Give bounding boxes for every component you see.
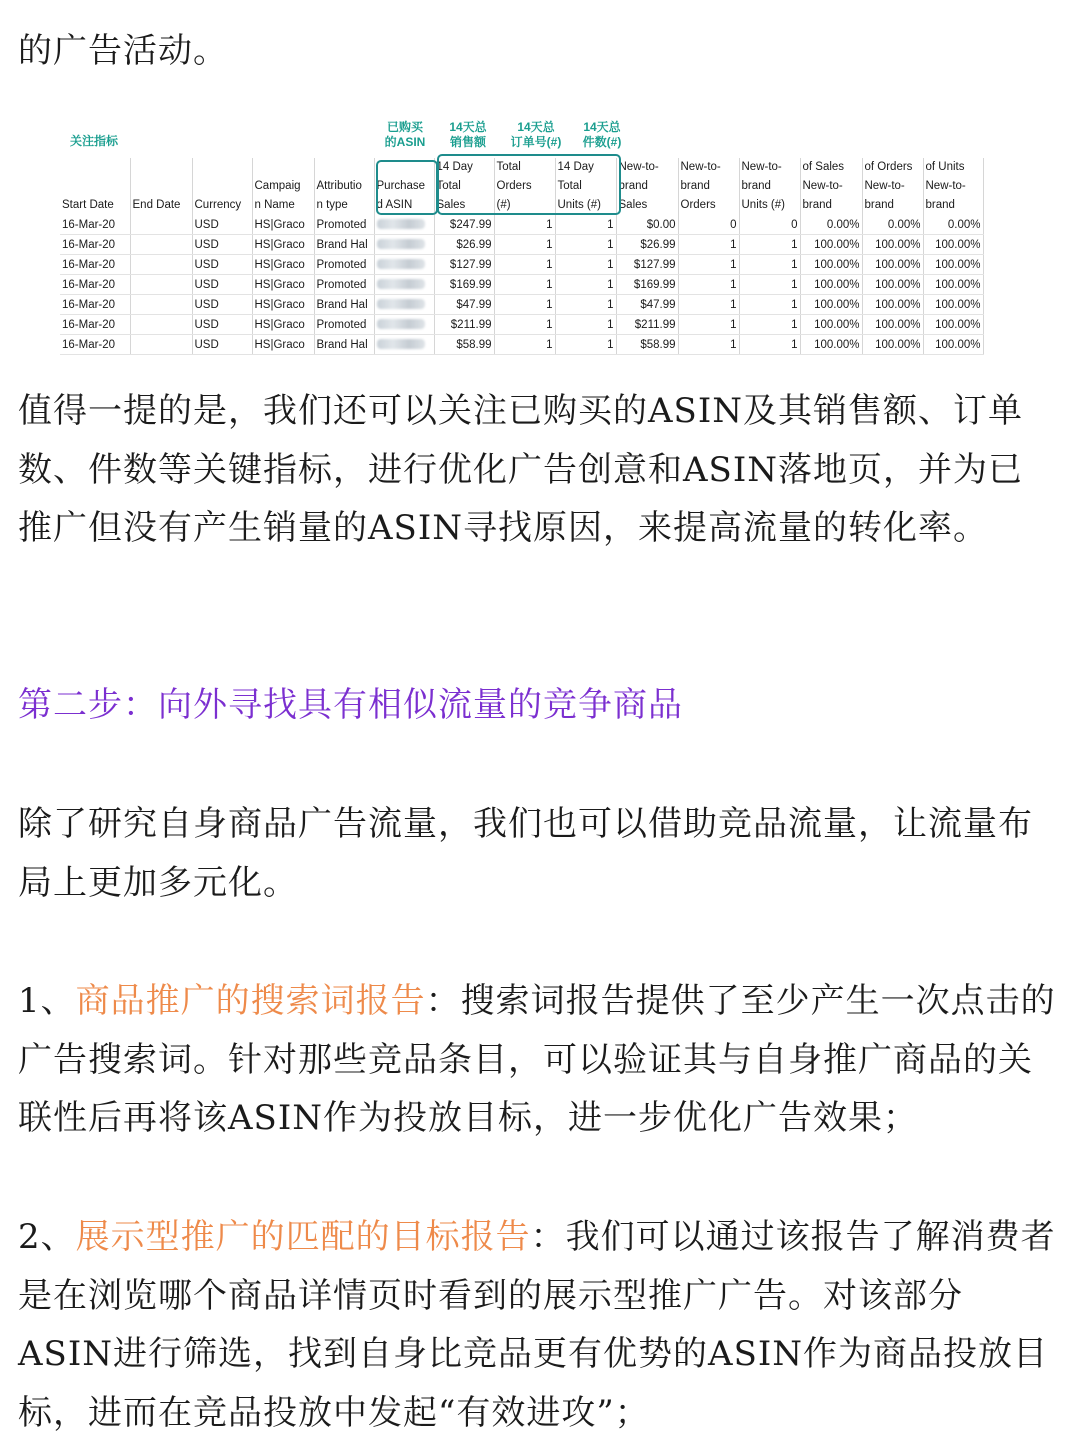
table-cell: 100.00% bbox=[800, 295, 862, 315]
table-cell bbox=[374, 255, 434, 275]
table-row bbox=[60, 275, 983, 295]
table-cell: 1 bbox=[739, 235, 800, 255]
item1-number: 1、 bbox=[18, 981, 76, 1021]
table-cell: 1 bbox=[555, 235, 616, 255]
redacted-asin bbox=[377, 339, 425, 349]
column-header: 14 Day Total Units (#) bbox=[555, 158, 616, 215]
callout-sales-14d: 14天总 销售额 bbox=[449, 120, 487, 149]
table-cell: 1 bbox=[494, 335, 555, 355]
item2-text: ：我们可以通过该报告了解消费者是在浏览哪个商品详情页时看到的展示型推广广告。对该部分ASIN进行筛选，找到自身比竞品更有优势的ASIN作为商品投放目标，进而在竞品投放中发起“有效进攻”； bbox=[18, 1217, 1056, 1433]
table-cell: 1 bbox=[494, 235, 555, 255]
table-cell: Promoted bbox=[314, 255, 374, 275]
table-cell: 1 bbox=[678, 235, 739, 255]
table-cell: 1 bbox=[739, 275, 800, 295]
paragraph-top: 的广告活动。 bbox=[18, 31, 228, 71]
table-cell: 1 bbox=[555, 295, 616, 315]
table-cell: 100.00% bbox=[800, 335, 862, 355]
table-cell: 100.00% bbox=[923, 235, 983, 255]
list-item-1 bbox=[18, 972, 1058, 1148]
paragraph-intro: 除了研究自身商品广告流量，我们也可以借助竞品流量，让流量布局上更加多元化。 bbox=[18, 804, 1033, 903]
table-cell: 1 bbox=[555, 335, 616, 355]
table-cell: 1 bbox=[494, 275, 555, 295]
table-row bbox=[60, 235, 983, 255]
table-cell: 1 bbox=[678, 335, 739, 355]
callout-purchased-asin: 已购买 的ASIN bbox=[384, 120, 426, 149]
table-cell: 0.00% bbox=[862, 215, 923, 235]
table-cell: 16-Mar-20 bbox=[60, 215, 130, 235]
table-cell: 1 bbox=[494, 315, 555, 335]
table-cell: 0 bbox=[739, 215, 800, 235]
table-cell bbox=[374, 295, 434, 315]
table-cell: Brand Hal bbox=[314, 335, 374, 355]
table-cell: 16-Mar-20 bbox=[60, 315, 130, 335]
table-cell: USD bbox=[192, 215, 252, 235]
table-cell: 100.00% bbox=[800, 315, 862, 335]
table-row bbox=[60, 315, 983, 335]
column-header: of Units New-to- brand bbox=[923, 158, 983, 215]
highlight-14day-metrics bbox=[437, 154, 621, 215]
table-cell: 1 bbox=[494, 255, 555, 275]
table-cell: 1 bbox=[678, 295, 739, 315]
table-cell: $247.99 bbox=[434, 215, 494, 235]
table-cell bbox=[130, 235, 192, 255]
table-cell: 0.00% bbox=[800, 215, 862, 235]
table-cell: 100.00% bbox=[923, 315, 983, 335]
table-cell bbox=[374, 235, 434, 255]
table-cell: 1 bbox=[555, 315, 616, 335]
table-cell: 1 bbox=[678, 315, 739, 335]
table-cell: HS|Graco bbox=[252, 295, 314, 315]
table-cell: HS|Graco bbox=[252, 335, 314, 355]
paragraph-metrics: 值得一提的是，我们还可以关注已购买的ASIN及其销售额、订单数、件数等关键指标，进行优化广告创意和ASIN落地页，并为已推广但没有产生销量的ASIN寻找原因，来提高流量的转化率。 bbox=[18, 391, 1024, 548]
table-cell: $211.99 bbox=[434, 315, 494, 335]
table-cell: USD bbox=[192, 235, 252, 255]
column-header: 14 Day Total Sales bbox=[434, 158, 494, 215]
table-cell: 100.00% bbox=[923, 255, 983, 275]
table-cell: 0 bbox=[678, 215, 739, 235]
table-row bbox=[60, 335, 983, 355]
table-cell: 1 bbox=[555, 215, 616, 235]
table-cell: HS|Graco bbox=[252, 275, 314, 295]
redacted-asin bbox=[377, 219, 425, 229]
table-cell: Promoted bbox=[314, 215, 374, 235]
item2-link[interactable]: 展示型推广的匹配的目标报告 bbox=[75, 1217, 531, 1257]
table-cell: 16-Mar-20 bbox=[60, 275, 130, 295]
table-cell: 1 bbox=[494, 295, 555, 315]
table-cell bbox=[130, 315, 192, 335]
redacted-asin bbox=[377, 239, 425, 249]
table-row bbox=[60, 215, 983, 235]
table-row bbox=[60, 295, 983, 315]
table-cell: 0.00% bbox=[923, 215, 983, 235]
highlight-purchased-asin bbox=[376, 160, 438, 215]
column-header: Campaig n Name bbox=[252, 158, 314, 215]
column-header: New-to- brand Orders bbox=[678, 158, 739, 215]
table-cell: 1 bbox=[555, 275, 616, 295]
column-header: Start Date bbox=[60, 158, 130, 215]
table-cell: $58.99 bbox=[616, 335, 678, 355]
table-cell bbox=[374, 335, 434, 355]
column-header: New-to- brand Units (#) bbox=[739, 158, 800, 215]
table-cell: 16-Mar-20 bbox=[60, 235, 130, 255]
table-cell: USD bbox=[192, 255, 252, 275]
column-header: of Sales New-to- brand bbox=[800, 158, 862, 215]
table-row bbox=[60, 255, 983, 275]
table-cell: 16-Mar-20 bbox=[60, 255, 130, 275]
table-cell: 1 bbox=[494, 215, 555, 235]
table-cell: 100.00% bbox=[923, 275, 983, 295]
table-cell: $127.99 bbox=[434, 255, 494, 275]
table-cell bbox=[130, 215, 192, 235]
table-cell: 100.00% bbox=[862, 295, 923, 315]
table-cell: 1 bbox=[555, 255, 616, 275]
column-header: Attributio n type bbox=[314, 158, 374, 215]
table-cell: $169.99 bbox=[434, 275, 494, 295]
redacted-asin bbox=[377, 279, 425, 289]
table-cell: 1 bbox=[678, 275, 739, 295]
table-cell: $127.99 bbox=[616, 255, 678, 275]
table-cell: 1 bbox=[678, 255, 739, 275]
table-cell: 100.00% bbox=[862, 275, 923, 295]
table-cell: $169.99 bbox=[616, 275, 678, 295]
table-cell: HS|Graco bbox=[252, 255, 314, 275]
redacted-asin bbox=[377, 299, 425, 309]
redacted-asin bbox=[377, 259, 425, 269]
table-cell: $211.99 bbox=[616, 315, 678, 335]
table-cell: HS|Graco bbox=[252, 235, 314, 255]
table-cell bbox=[374, 275, 434, 295]
table-cell: Brand Hal bbox=[314, 235, 374, 255]
column-header: of Orders New-to- brand bbox=[862, 158, 923, 215]
redacted-asin bbox=[377, 319, 425, 329]
table-cell bbox=[130, 255, 192, 275]
table-cell: 100.00% bbox=[800, 235, 862, 255]
table-cell: Promoted bbox=[314, 275, 374, 295]
table-cell: $26.99 bbox=[434, 235, 494, 255]
table-cell: $47.99 bbox=[616, 295, 678, 315]
table-cell bbox=[374, 315, 434, 335]
callout-units-14d: 14天总 件数(#) bbox=[582, 120, 622, 149]
table-cell bbox=[130, 335, 192, 355]
table-cell: 1 bbox=[739, 255, 800, 275]
item2-number: 2、 bbox=[18, 1217, 76, 1257]
table-cell bbox=[130, 275, 192, 295]
table-cell: 16-Mar-20 bbox=[60, 335, 130, 355]
table-cell: 1 bbox=[739, 335, 800, 355]
table-cell: $26.99 bbox=[616, 235, 678, 255]
item1-link[interactable]: 商品推广的搜索词报告 bbox=[75, 981, 426, 1021]
table-cell: 16-Mar-20 bbox=[60, 295, 130, 315]
table-cell: 100.00% bbox=[923, 335, 983, 355]
table-cell bbox=[374, 215, 434, 235]
table-cell: 100.00% bbox=[923, 295, 983, 315]
report-figure bbox=[60, 118, 995, 353]
table-cell: HS|Graco bbox=[252, 315, 314, 335]
column-header: New-to- brand Sales bbox=[616, 158, 678, 215]
column-header: Currency bbox=[192, 158, 252, 215]
table-cell: 1 bbox=[739, 315, 800, 335]
column-header: Total Orders (#) bbox=[494, 158, 555, 215]
column-header: Purchase d ASIN bbox=[374, 158, 434, 215]
table-cell: 1 bbox=[739, 295, 800, 315]
item1-text: ：搜索词报告提供了至少产生一次点击的广告搜索词。针对那些竞品条目，可以验证其与自身推广商品的关联性后再将该ASIN作为投放目标，进一步优化广告效果； bbox=[18, 981, 1056, 1138]
table-cell: $0.00 bbox=[616, 215, 678, 235]
table-cell: 100.00% bbox=[862, 235, 923, 255]
table-cell: 100.00% bbox=[800, 255, 862, 275]
table-cell bbox=[130, 295, 192, 315]
table-cell: 100.00% bbox=[862, 255, 923, 275]
table-cell: USD bbox=[192, 275, 252, 295]
table-cell: $58.99 bbox=[434, 335, 494, 355]
table-cell: Brand Hal bbox=[314, 295, 374, 315]
step2-heading: 第二步：向外寻找具有相似流量的竞争商品 bbox=[18, 685, 683, 725]
table-cell: 100.00% bbox=[862, 335, 923, 355]
callout-orders-14d: 14天总 订单号(#) bbox=[510, 120, 562, 149]
table-cell: Promoted bbox=[314, 315, 374, 335]
table-cell: 100.00% bbox=[862, 315, 923, 335]
table-cell: 100.00% bbox=[800, 275, 862, 295]
table-cell: $47.99 bbox=[434, 295, 494, 315]
table-cell: USD bbox=[192, 295, 252, 315]
table-cell: HS|Graco bbox=[252, 215, 314, 235]
table-cell: USD bbox=[192, 335, 252, 355]
column-header: End Date bbox=[130, 158, 192, 215]
focus-label: 关注指标 bbox=[70, 134, 119, 148]
table-cell: USD bbox=[192, 315, 252, 335]
list-item-2 bbox=[18, 1208, 1058, 1442]
